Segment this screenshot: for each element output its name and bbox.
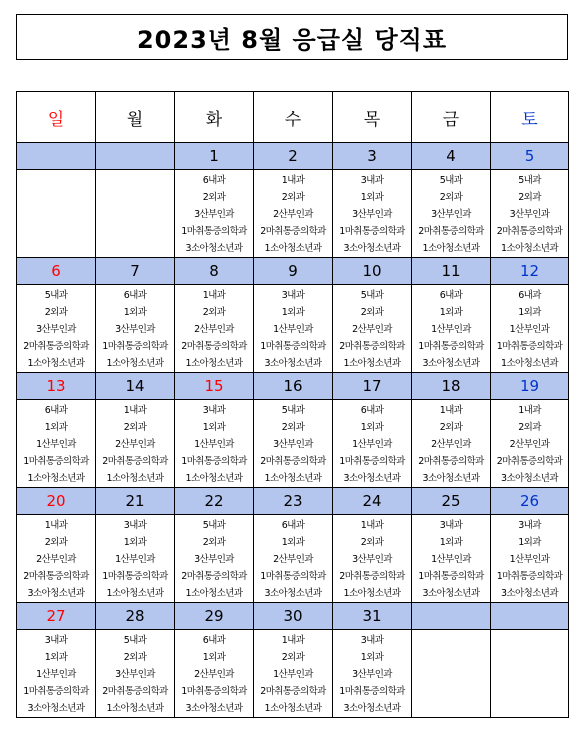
duty-entry: 5내과	[44, 290, 68, 301]
duty-entry: 2마취통증의학과	[102, 456, 168, 467]
duty-entry: 1내과	[518, 405, 541, 416]
duty-entry: 5내과	[439, 175, 463, 186]
date-cell: 3	[333, 143, 412, 170]
duty-cell	[175, 170, 254, 258]
duty-entry: 3산부인과	[115, 324, 155, 335]
duty-cell	[17, 630, 96, 718]
date-cell: 6	[17, 258, 96, 285]
duty-entry: 1마취통증의학과	[496, 341, 563, 352]
duty-entry: 1마취통증의학과	[102, 341, 168, 352]
weekday-fri: 금	[412, 92, 491, 143]
duty-entry: 6내과	[439, 290, 463, 301]
duty-entry: 5내과	[518, 175, 541, 186]
duty-entry: 1산부인과	[36, 669, 76, 680]
date-cell: 5	[491, 143, 569, 170]
duty-entry: 3내과	[281, 290, 305, 301]
duty-entry: 3산부인과	[352, 554, 392, 565]
weekday-header-row	[17, 92, 569, 143]
duty-entry: 1외과	[439, 307, 463, 318]
duty-entry: 1산부인과	[352, 439, 392, 450]
duty-entry: 3소아청소년과	[264, 358, 322, 369]
date-cell: 26	[491, 488, 569, 515]
duty-entry: 1소아청소년과	[343, 358, 401, 369]
duty-entry: 1외과	[202, 652, 226, 663]
duty-entry: 6내과	[281, 520, 305, 531]
duty-entry: 1외과	[281, 307, 305, 318]
duty-entry: 1외과	[281, 537, 305, 548]
date-cell: 28	[96, 603, 175, 630]
weekday-mon: 월	[96, 92, 175, 143]
date-cell: 29	[175, 603, 254, 630]
date-cell: 18	[412, 373, 491, 400]
date-cell: 31	[333, 603, 412, 630]
duty-cell	[17, 515, 96, 603]
date-cell: 24	[333, 488, 412, 515]
date-cell	[491, 603, 569, 630]
date-cell: 20	[17, 488, 96, 515]
weekday-wed: 수	[254, 92, 333, 143]
duty-cell	[412, 630, 491, 718]
duty-entry: 3산부인과	[509, 209, 550, 220]
date-cell: 9	[254, 258, 333, 285]
duty-entry: 1마취통증의학과	[181, 226, 247, 237]
title-box	[16, 14, 568, 60]
duty-entry: 2산부인과	[36, 554, 76, 565]
duty-entry: 1마취통증의학과	[102, 571, 168, 582]
duty-cell	[17, 285, 96, 373]
duty-entry: 1내과	[281, 635, 305, 646]
duty-entry: 1소아청소년과	[501, 243, 558, 254]
duty-row	[17, 515, 569, 603]
duty-entry: 1마취통증의학과	[418, 571, 484, 582]
duty-entry: 1외과	[360, 192, 384, 203]
duty-entry: 2외과	[360, 307, 384, 318]
duty-entry: 1외과	[439, 537, 463, 548]
duty-cell	[491, 285, 569, 373]
duty-entry: 1외과	[202, 422, 226, 433]
duty-entry: 1외과	[360, 652, 384, 663]
date-cell: 17	[333, 373, 412, 400]
duty-entry: 1외과	[44, 652, 68, 663]
duty-entry: 2산부인과	[194, 324, 234, 335]
duty-entry: 2외과	[360, 537, 384, 548]
duty-entry: 1소아청소년과	[106, 703, 164, 714]
duty-entry: 1산부인과	[431, 554, 471, 565]
duty-entry: 2마취통증의학과	[339, 571, 405, 582]
duty-entry: 3소아청소년과	[185, 243, 243, 254]
duty-entry: 2마취통증의학과	[339, 341, 405, 352]
duty-cell	[96, 515, 175, 603]
duty-entry: 2마취통증의학과	[260, 686, 326, 697]
duty-entry: 1마취통증의학과	[23, 456, 89, 467]
duty-entry: 1내과	[202, 290, 226, 301]
duty-entry: 1소아청소년과	[27, 473, 85, 484]
duty-entry: 3산부인과	[115, 669, 155, 680]
weekday-sun: 일	[17, 92, 96, 143]
duty-entry: 1산부인과	[115, 554, 155, 565]
date-row	[17, 143, 569, 170]
duty-entry: 1외과	[518, 307, 541, 318]
weekday-tue: 화	[175, 92, 254, 143]
date-cell: 21	[96, 488, 175, 515]
duty-entry: 1마취통증의학과	[181, 686, 247, 697]
duty-cell	[412, 515, 491, 603]
duty-entry: 5내과	[202, 520, 226, 531]
duty-entry: 2마취통증의학과	[23, 571, 89, 582]
weekday-sat: 토	[491, 92, 569, 143]
duty-entry: 2산부인과	[509, 439, 550, 450]
duty-entry: 2마취통증의학과	[496, 456, 563, 467]
duty-entry: 1소아청소년과	[422, 243, 480, 254]
duty-cell	[254, 400, 333, 488]
duty-entry: 1마취통증의학과	[260, 571, 326, 582]
duty-entry: 3소아청소년과	[27, 703, 85, 714]
duty-entry: 2외과	[44, 307, 68, 318]
duty-entry: 3소아청소년과	[27, 588, 85, 599]
duty-entry: 2외과	[281, 192, 305, 203]
duty-entry: 3소아청소년과	[264, 588, 322, 599]
duty-entry: 3내과	[202, 405, 226, 416]
date-cell: 12	[491, 258, 569, 285]
duty-entry: 6내과	[44, 405, 68, 416]
duty-cell	[254, 285, 333, 373]
duty-entry: 1마취통증의학과	[23, 686, 89, 697]
date-cell: 27	[17, 603, 96, 630]
duty-entry: 2산부인과	[273, 209, 313, 220]
duty-entry: 2외과	[439, 422, 463, 433]
duty-entry: 2마취통증의학과	[418, 226, 484, 237]
duty-cell	[254, 170, 333, 258]
duty-entry: 3소아청소년과	[501, 588, 558, 599]
duty-entry: 1마취통증의학과	[339, 686, 405, 697]
duty-entry: 2외과	[202, 537, 226, 548]
duty-entry: 1마취통증의학과	[418, 341, 484, 352]
date-cell: 23	[254, 488, 333, 515]
duty-entry: 2마취통증의학과	[260, 456, 326, 467]
duty-entry: 1소아청소년과	[185, 588, 243, 599]
duty-entry: 2마취통증의학과	[418, 456, 484, 467]
duty-entry: 2산부인과	[194, 669, 234, 680]
duty-entry: 1마취통증의학과	[181, 456, 247, 467]
duty-entry: 1마취통증의학과	[339, 226, 405, 237]
date-cell: 30	[254, 603, 333, 630]
duty-entry: 2마취통증의학과	[260, 226, 326, 237]
duty-entry: 1마취통증의학과	[339, 456, 405, 467]
duty-entry: 3소아청소년과	[343, 243, 401, 254]
duty-entry: 3내과	[360, 175, 384, 186]
duty-cell	[17, 170, 96, 258]
duty-cell	[412, 170, 491, 258]
duty-entry: 2마취통증의학과	[23, 341, 89, 352]
duty-cell	[175, 515, 254, 603]
duty-cell	[333, 170, 412, 258]
duty-entry: 1외과	[123, 307, 147, 318]
date-cell: 7	[96, 258, 175, 285]
duty-cell	[175, 630, 254, 718]
duty-entry: 1외과	[518, 537, 541, 548]
duty-entry: 2외과	[123, 422, 147, 433]
duty-entry: 2외과	[439, 192, 463, 203]
duty-entry: 3소아청소년과	[185, 703, 243, 714]
duty-entry: 1산부인과	[194, 439, 234, 450]
duty-entry: 2마취통증의학과	[181, 341, 247, 352]
duty-cell	[491, 170, 569, 258]
duty-entry: 2산부인과	[115, 439, 155, 450]
duty-entry: 1외과	[123, 537, 147, 548]
duty-entry: 2외과	[518, 192, 541, 203]
duty-entry: 2산부인과	[431, 439, 471, 450]
duty-entry: 3내과	[439, 520, 463, 531]
duty-cell	[175, 285, 254, 373]
duty-entry: 1산부인과	[36, 439, 76, 450]
duty-entry: 1소아청소년과	[106, 473, 164, 484]
duty-entry: 6내과	[202, 175, 226, 186]
duty-entry: 1산부인과	[273, 324, 313, 335]
duty-entry: 1소아청소년과	[264, 243, 322, 254]
duty-entry: 2마취통증의학과	[102, 686, 168, 697]
duty-cell	[96, 630, 175, 718]
duty-entry: 1내과	[123, 405, 147, 416]
duty-entry: 3산부인과	[352, 669, 392, 680]
date-cell: 16	[254, 373, 333, 400]
duty-entry: 2외과	[123, 652, 147, 663]
duty-entry: 3소아청소년과	[422, 588, 480, 599]
duty-entry: 2산부인과	[273, 554, 313, 565]
duty-entry: 1소아청소년과	[27, 358, 85, 369]
duty-entry: 1내과	[439, 405, 463, 416]
duty-entry: 3소아청소년과	[501, 473, 558, 484]
date-cell	[17, 143, 96, 170]
duty-entry: 2외과	[518, 422, 541, 433]
date-cell: 2	[254, 143, 333, 170]
duty-entry: 2외과	[202, 307, 226, 318]
date-cell	[412, 603, 491, 630]
duty-cell	[254, 630, 333, 718]
duty-row	[17, 630, 569, 718]
duty-cell	[333, 515, 412, 603]
duty-entry: 1소아청소년과	[343, 588, 401, 599]
duty-entry: 1마취통증의학과	[260, 341, 326, 352]
duty-entry: 1소아청소년과	[106, 358, 164, 369]
duty-entry: 3내과	[518, 520, 541, 531]
duty-cell	[96, 285, 175, 373]
duty-row	[17, 400, 569, 488]
duty-entry: 3내과	[44, 635, 68, 646]
duty-entry: 1내과	[360, 520, 384, 531]
duty-cell	[333, 285, 412, 373]
duty-row	[17, 170, 569, 258]
page-title: 2023년 8월 응급실 당직표	[136, 25, 448, 54]
duty-entry: 2외과	[281, 652, 305, 663]
duty-entry: 5내과	[123, 635, 147, 646]
duty-entry: 1소아청소년과	[106, 588, 164, 599]
duty-cell	[254, 515, 333, 603]
duty-entry: 2마취통증의학과	[496, 226, 563, 237]
duty-entry: 5내과	[281, 405, 305, 416]
duty-entry: 1외과	[360, 422, 384, 433]
duty-entry: 1소아청소년과	[264, 473, 322, 484]
duty-entry: 1내과	[281, 175, 305, 186]
duty-entry: 6내과	[123, 290, 147, 301]
date-cell: 13	[17, 373, 96, 400]
duty-cell	[491, 515, 569, 603]
date-cell: 10	[333, 258, 412, 285]
duty-entry: 6내과	[202, 635, 226, 646]
date-row	[17, 603, 569, 630]
duty-entry: 3소아청소년과	[343, 473, 401, 484]
date-cell: 8	[175, 258, 254, 285]
date-cell	[96, 143, 175, 170]
duty-cell	[491, 400, 569, 488]
duty-entry: 1외과	[44, 422, 68, 433]
duty-entry: 3산부인과	[194, 209, 234, 220]
duty-entry: 1산부인과	[431, 324, 471, 335]
date-cell: 25	[412, 488, 491, 515]
duty-cell	[333, 400, 412, 488]
duty-row	[17, 285, 569, 373]
duty-entry: 3소아청소년과	[422, 473, 480, 484]
date-cell: 1	[175, 143, 254, 170]
duty-entry: 3소아청소년과	[343, 703, 401, 714]
duty-entry: 1산부인과	[273, 669, 313, 680]
date-cell: 4	[412, 143, 491, 170]
date-cell: 15	[175, 373, 254, 400]
duty-entry: 2외과	[281, 422, 305, 433]
duty-entry: 1산부인과	[509, 324, 550, 335]
duty-entry: 6내과	[518, 290, 541, 301]
date-cell: 11	[412, 258, 491, 285]
duty-entry: 3산부인과	[36, 324, 76, 335]
duty-entry: 1내과	[44, 520, 68, 531]
duty-entry: 3산부인과	[431, 209, 471, 220]
duty-entry: 5내과	[360, 290, 384, 301]
date-row	[17, 488, 569, 515]
duty-entry: 3산부인과	[352, 209, 392, 220]
duty-cell	[17, 400, 96, 488]
duty-entry: 2외과	[44, 537, 68, 548]
date-row	[17, 258, 569, 285]
weekday-thu: 목	[333, 92, 412, 143]
duty-cell	[412, 285, 491, 373]
duty-entry: 1소아청소년과	[185, 358, 243, 369]
duty-cell	[96, 400, 175, 488]
duty-calendar	[16, 91, 569, 718]
duty-entry: 1산부인과	[509, 554, 550, 565]
duty-entry: 2마취통증의학과	[181, 571, 247, 582]
date-row	[17, 373, 569, 400]
duty-entry: 3내과	[123, 520, 147, 531]
duty-entry: 2산부인과	[352, 324, 392, 335]
duty-cell	[96, 170, 175, 258]
duty-entry: 3소아청소년과	[422, 358, 480, 369]
duty-entry: 2외과	[202, 192, 226, 203]
date-cell: 14	[96, 373, 175, 400]
duty-entry: 6내과	[360, 405, 384, 416]
duty-cell	[333, 630, 412, 718]
duty-entry: 1마취통증의학과	[496, 571, 563, 582]
date-cell: 19	[491, 373, 569, 400]
duty-cell	[175, 400, 254, 488]
duty-entry: 1소아청소년과	[501, 358, 558, 369]
date-cell: 22	[175, 488, 254, 515]
duty-cell	[491, 630, 569, 718]
duty-entry: 1소아청소년과	[264, 703, 322, 714]
duty-cell	[412, 400, 491, 488]
duty-entry: 3산부인과	[273, 439, 313, 450]
duty-entry: 3산부인과	[194, 554, 234, 565]
duty-entry: 1소아청소년과	[185, 473, 243, 484]
duty-entry: 3내과	[360, 635, 384, 646]
